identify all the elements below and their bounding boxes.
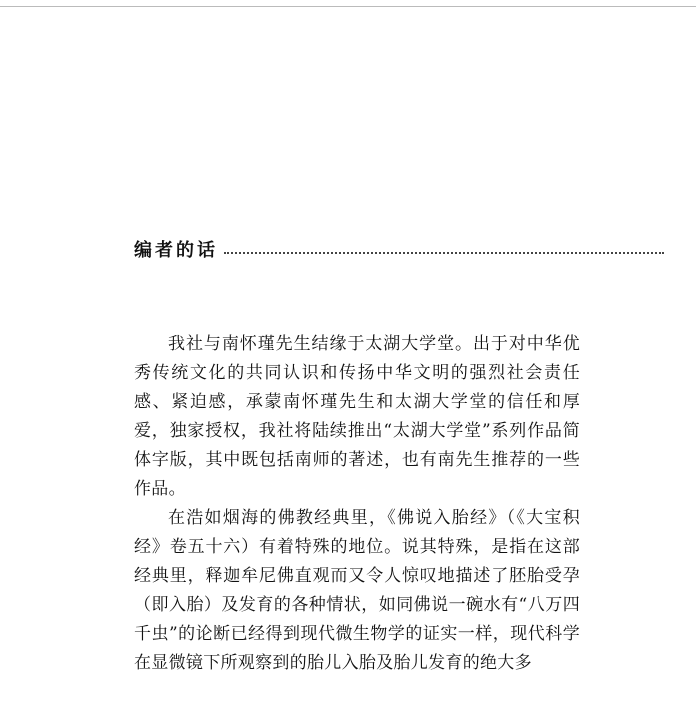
paragraph-1: 我社与南怀瑾先生结缘于太湖大学堂。出于对中华优秀传统文化的共同认识和传扬中华文明的强烈社会责任感、紧迫感，承蒙南怀瑾先生和太湖大学堂的信任和厚爱，独家授权，我社将陆续推出“太湖大学堂”系列作品简体字版，其中既包括南师的著述，也有南先生推荐的一些作品。 [134, 334, 580, 499]
dotted-leader [224, 252, 664, 254]
paragraph-2: 在浩如烟海的佛教经典里，《佛说入胎经》（《大宝积经》卷五十六）有着特殊的地位。说其特殊，是指在这部经典里，释迦牟尼佛直观而又令人惊叹地描述了胚胎受孕（即入胎）及发育的各种情状，如同佛说一碗水有“八万四千虫”的论断已经得到现代微生物学的证实一样，现代科学在显微镜下所观察到的胎儿入胎及胎儿发育的绝大多 [134, 508, 580, 673]
page-title: 编者的话 [134, 240, 218, 261]
heading-row [134, 236, 664, 262]
body-text [134, 330, 580, 678]
top-rule [0, 6, 696, 7]
